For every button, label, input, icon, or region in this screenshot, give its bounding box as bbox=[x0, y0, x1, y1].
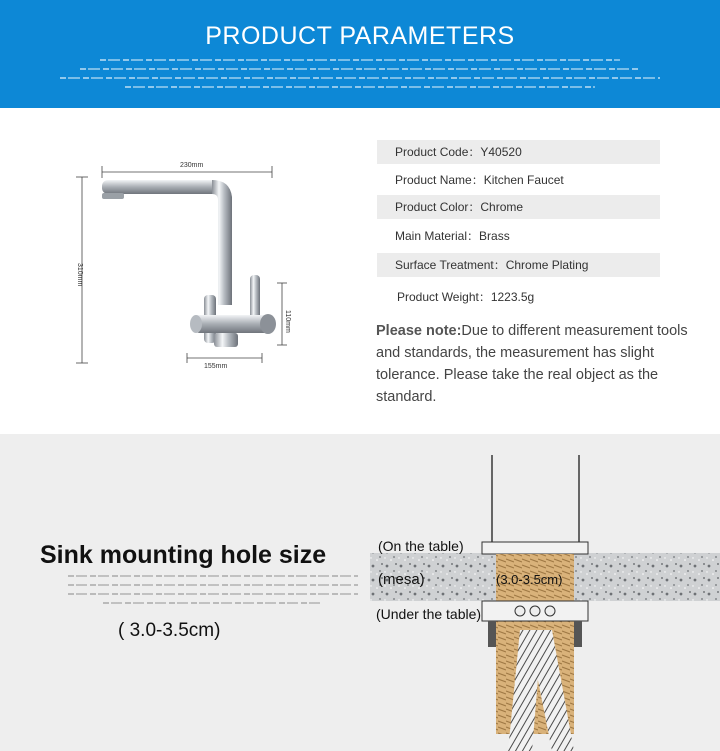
faucet-dimension-drawing bbox=[72, 155, 302, 375]
page-title: PRODUCT PARAMETERS bbox=[205, 22, 515, 50]
header-fine-print-1 bbox=[0, 59, 720, 62]
right-screw bbox=[574, 621, 582, 647]
faucet-illustration bbox=[102, 180, 276, 347]
mounting-title: Sink mounting hole size bbox=[40, 541, 327, 569]
spec-surface-treatment: Surface Treatment：Chrome Plating bbox=[377, 253, 660, 277]
spec-main-material: Main Material：Brass bbox=[395, 229, 510, 243]
top-washer bbox=[482, 542, 588, 554]
label-mesa: (mesa) bbox=[378, 571, 425, 588]
base-dimension-label: 155mm bbox=[204, 363, 228, 370]
spec-product-name: Product Name：Kitchen Faucet bbox=[395, 173, 564, 187]
label-on-table: (On the table) bbox=[378, 538, 464, 554]
spec-product-code: Product Code：Y40520 bbox=[377, 140, 660, 164]
base-dimension bbox=[187, 353, 262, 363]
left-screw bbox=[488, 621, 496, 647]
label-under-table: (Under the table) bbox=[376, 606, 482, 622]
note-label: Please note: bbox=[376, 323, 462, 339]
spec-product-weight: Product Weight：1223.5g bbox=[397, 290, 535, 304]
header-fine-print-4 bbox=[0, 86, 720, 89]
note-text: Due to different measurement tools and standards, the measurement has slight tolerance. Please take the real object as the standard. bbox=[376, 323, 688, 405]
mounting-hole-size: ( 3.0-3.5cm) bbox=[118, 620, 221, 641]
label-hole-size: (3.0-3.5cm) bbox=[496, 572, 563, 587]
header-fine-print-3 bbox=[0, 77, 720, 80]
header-fine-print-2 bbox=[0, 68, 720, 71]
spec-product-color: Product Color：Chrome bbox=[377, 195, 660, 219]
handle-dimension-label: 110mm bbox=[284, 310, 291, 333]
width-dimension-label: 230mm bbox=[180, 162, 204, 169]
height-dimension-label: 310mm bbox=[76, 263, 83, 287]
header-banner bbox=[0, 0, 720, 108]
measurement-note bbox=[376, 320, 712, 408]
mounting-diagram bbox=[370, 450, 720, 751]
